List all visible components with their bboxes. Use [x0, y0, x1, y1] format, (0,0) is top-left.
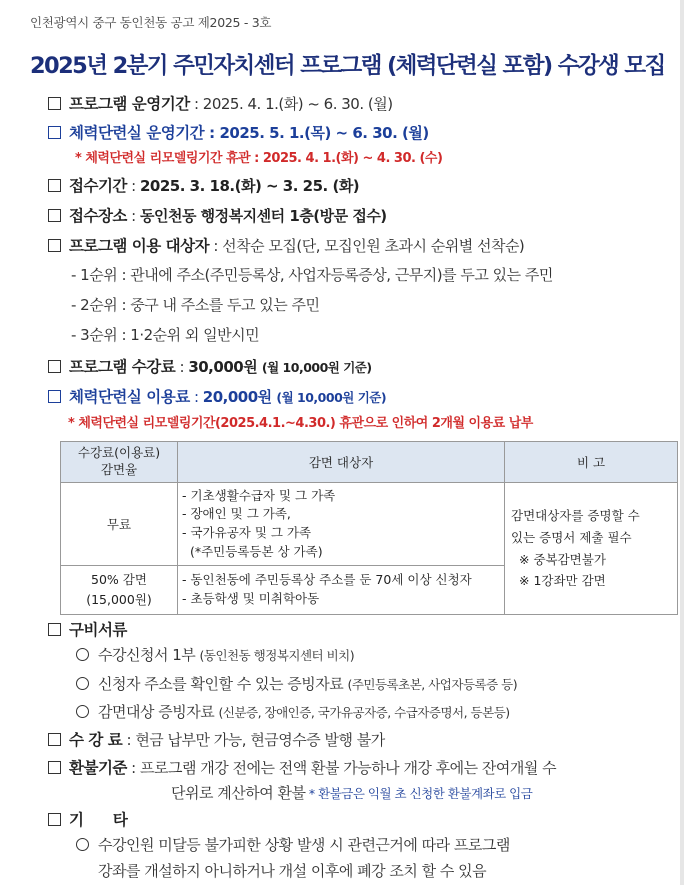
checkbox-icon [48, 733, 61, 746]
table-row [61, 483, 678, 566]
table-header-rate: 수강료(이용료) 감면율 [61, 442, 178, 483]
rank-1: - 1순위 : 관내에 주소(주민등록상, 사업자등록증상, 근무지)를 두고 있는 주민 [71, 266, 553, 284]
section-payment: 수 강 료 : 현금 납부만 가능, 현금영수증 발행 불가 [48, 728, 385, 750]
checkbox-icon [48, 761, 61, 774]
doc-item: 감면대상 증빙자료 (신분증, 장애인증, 국가유공자증, 수급자증명서, 등본등) [76, 701, 510, 722]
table-remark: 감면대상자를 증명할 수 있는 증명서 제출 필수 ※ 중복감면불가 ※ 1강좌만 감면 [505, 483, 678, 615]
refund-line2: 단위로 계산하여 환불 * 환불금은 익월 초 신청한 환불계좌로 입금 [171, 784, 533, 802]
table-header-row [61, 442, 678, 483]
section-refund: 환불기준 : 프로그램 개강 전에는 전액 환불 가능하나 개강 후에는 잔여개월 수 [48, 756, 556, 778]
rate-free: 무료 [61, 483, 178, 566]
circle-bullet-icon [76, 677, 89, 690]
checkbox-icon [48, 209, 61, 222]
rate-half: 50% 감면 (15,000원) [61, 566, 178, 615]
table-header-remark: 비 고 [505, 442, 678, 483]
discount-table [60, 441, 678, 615]
section-period: 프로그램 운영기간 : 2025. 4. 1.(화) ~ 6. 30. (월) [48, 92, 393, 114]
section-target: 프로그램 이용 대상자 : 선착순 모집(단, 모집인원 초과시 순위별 선착순) [48, 234, 524, 256]
checkbox-icon [48, 623, 61, 636]
etc-line2: 강좌를 개설하지 아니하거나 개설 이후에 폐강 조치 할 수 있음 [98, 862, 487, 880]
targets-free: - 기초생활수급자 및 그 가족 - 장애인 및 그 가족, - 국가유공자 및 그 가족 (*주민등록등본 상 가족) [178, 483, 505, 566]
checkbox-icon [48, 390, 61, 403]
checkbox-icon [48, 179, 61, 192]
doc-item: 수강신청서 1부 (동인천동 행정복지센터 비치) [76, 644, 354, 665]
checkbox-icon [48, 360, 61, 373]
checkbox-icon [48, 97, 61, 110]
gym-closure-note: * 체력단련실 리모델링기간 휴관 : 2025. 4. 1.(화) ~ 4. 30. (수) [75, 151, 443, 166]
circle-bullet-icon [76, 838, 89, 851]
section-place: 접수장소 : 동인천동 행정복지센터 1층(방문 접수) [48, 204, 387, 226]
page-title: 2025년 2분기 주민자치센터 프로그램 (체력단련실 포함) 수강생 모집 [30, 53, 665, 79]
checkbox-icon [48, 126, 61, 139]
checkbox-icon [48, 813, 61, 826]
targets-half: - 동인천동에 주민등록상 주소를 둔 70세 이상 신청자 - 초등학생 및 미취학아동 [178, 566, 505, 615]
gym-fee-note: * 체력단련실 리모델링기간(2025.4.1.~4.30.) 휴관으로 인하여 2개월 이용료 납부 [68, 416, 533, 431]
page-edge [680, 0, 684, 885]
table-header-target: 감면 대상자 [178, 442, 505, 483]
section-docs: 구비서류 [48, 618, 127, 640]
section-fee: 프로그램 수강료 : 30,000원 (월 10,000원 기준) [48, 355, 372, 377]
circle-bullet-icon [76, 648, 89, 661]
doc-item: 신청자 주소를 확인할 수 있는 증빙자료 (주민등록초본, 사업자등록증 등) [76, 673, 517, 694]
section-gym-period: 체력단련실 운영기간 : 2025. 5. 1.(목) ~ 6. 30. (월) [48, 121, 429, 143]
notice-number: 인천광역시 중구 동인천동 공고 제2025 - 3호 [30, 15, 272, 30]
rank-3: - 3순위 : 1·2순위 외 일반시민 [71, 326, 260, 344]
rank-2: - 2순위 : 중구 내 주소를 두고 있는 주민 [71, 296, 320, 314]
circle-bullet-icon [76, 705, 89, 718]
checkbox-icon [48, 239, 61, 252]
etc-line1: 수강인원 미달등 불가피한 상황 발생 시 관련근거에 따라 프로그램 [76, 834, 510, 855]
section-reception: 접수기간 : 2025. 3. 18.(화) ~ 3. 25. (화) [48, 174, 359, 196]
section-gym-fee: 체력단련실 이용료 : 20,000원 (월 10,000원 기준) [48, 385, 386, 407]
section-etc: 기 타 [48, 808, 127, 830]
